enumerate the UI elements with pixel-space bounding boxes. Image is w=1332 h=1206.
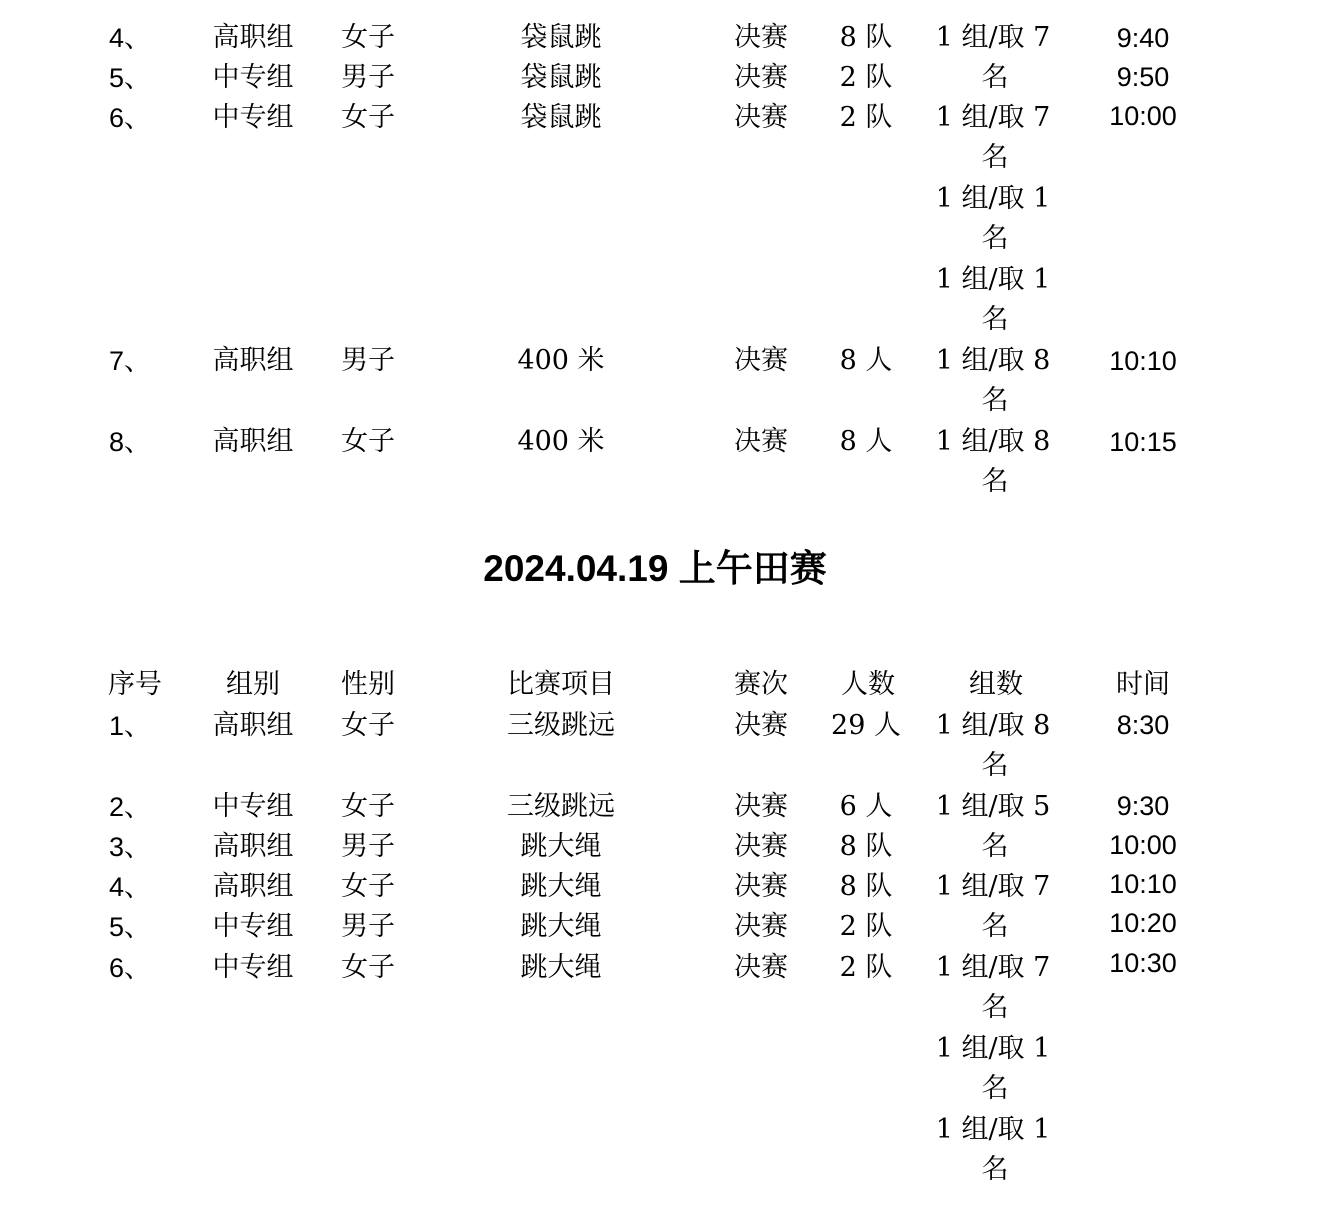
time-cell: 9:40	[1116, 23, 1170, 53]
round-cell: 决赛	[734, 62, 788, 93]
header-event: 比赛项目	[507, 669, 615, 700]
time-cell: 10:20	[1109, 908, 1177, 938]
gender-cell: 男子	[341, 911, 395, 942]
seq-cell: 1、	[108, 711, 152, 741]
group-cell: 高职组	[212, 426, 294, 457]
header-gender: 性别	[341, 669, 395, 700]
round-cell: 决赛	[734, 710, 788, 741]
event-cell: 三级跳远	[507, 791, 615, 822]
groups-line: 1 组/取 8	[935, 710, 1051, 741]
event-cell: 跳大绳	[520, 911, 602, 942]
gender-cell: 女子	[341, 952, 395, 983]
groups-line: 1 组/取 1	[935, 183, 1051, 214]
groups-line: 名	[981, 992, 1009, 1023]
group-cell: 高职组	[212, 871, 294, 902]
time-cell: 10:15	[1109, 427, 1177, 457]
seq-cell: 8、	[108, 427, 152, 457]
event-cell: 三级跳远	[507, 710, 615, 741]
round-cell: 决赛	[734, 952, 788, 983]
gender-cell: 男子	[341, 831, 395, 862]
count-cell: 8 队	[839, 22, 893, 53]
count-cell: 2 队	[839, 911, 893, 942]
gender-cell: 女子	[341, 871, 395, 902]
group-cell: 中专组	[212, 791, 294, 822]
count-cell: 8 队	[839, 831, 893, 862]
time-cell: 8:30	[1116, 710, 1170, 740]
count-cell: 8 人	[839, 426, 893, 457]
group-cell: 中专组	[212, 952, 294, 983]
round-cell: 决赛	[734, 345, 788, 376]
event-cell: 袋鼠跳	[520, 102, 602, 133]
groups-line: 1 组/取 5	[935, 791, 1051, 822]
round-cell: 决赛	[734, 791, 788, 822]
groups-line: 1 组/取 1	[935, 1033, 1051, 1064]
header-group: 组别	[226, 669, 280, 700]
round-cell: 决赛	[734, 22, 788, 53]
event-cell: 400 米	[517, 426, 605, 457]
seq-cell: 2、	[108, 792, 152, 822]
group-cell: 高职组	[212, 345, 294, 376]
group-cell: 中专组	[212, 102, 294, 133]
round-cell: 决赛	[734, 911, 788, 942]
time-cell: 10:00	[1109, 830, 1177, 860]
round-cell: 决赛	[734, 102, 788, 133]
count-cell: 2 队	[839, 952, 893, 983]
header-seq: 序号	[108, 669, 162, 700]
count-cell: 8 队	[839, 871, 893, 902]
header-round: 赛次	[734, 669, 788, 700]
header-time: 时间	[1116, 669, 1170, 700]
gender-cell: 男子	[341, 62, 395, 93]
seq-cell: 4、	[108, 23, 152, 53]
time-cell: 10:10	[1109, 869, 1177, 899]
round-cell: 决赛	[734, 871, 788, 902]
groups-line: 1 组/取 8	[935, 426, 1051, 457]
event-cell: 400 米	[517, 345, 605, 376]
time-cell: 10:10	[1109, 346, 1177, 376]
groups-line: 1 组/取 7	[935, 871, 1051, 902]
section-title: 2024.04.19 上午田赛	[483, 548, 827, 589]
count-cell: 29 人	[831, 710, 901, 741]
groups-line: 1 组/取 1	[935, 1114, 1051, 1145]
gender-cell: 女子	[341, 426, 395, 457]
event-cell: 跳大绳	[520, 952, 602, 983]
groups-line: 名	[981, 142, 1009, 173]
groups-line: 名	[981, 1073, 1009, 1104]
time-cell: 10:30	[1109, 948, 1177, 978]
count-cell: 8 人	[839, 345, 893, 376]
groups-line: 名	[981, 385, 1009, 416]
groups-line: 名	[981, 466, 1009, 497]
gender-cell: 女子	[341, 22, 395, 53]
groups-line: 1 组/取 7	[935, 952, 1051, 983]
count-cell: 2 队	[839, 62, 893, 93]
group-cell: 高职组	[212, 831, 294, 862]
seq-cell: 5、	[108, 63, 152, 93]
gender-cell: 女子	[341, 710, 395, 741]
groups-line: 1 组/取 8	[935, 345, 1051, 376]
event-cell: 跳大绳	[520, 871, 602, 902]
header-count: 人数	[841, 669, 895, 700]
round-cell: 决赛	[734, 831, 788, 862]
event-cell: 跳大绳	[520, 831, 602, 862]
event-cell: 袋鼠跳	[520, 22, 602, 53]
groups-line: 名	[981, 62, 1009, 93]
gender-cell: 男子	[341, 345, 395, 376]
time-cell: 10:00	[1109, 101, 1177, 131]
seq-cell: 7、	[108, 346, 152, 376]
groups-line: 名	[981, 911, 1009, 942]
count-cell: 2 队	[839, 102, 893, 133]
groups-line: 名	[981, 750, 1009, 781]
groups-line: 1 组/取 7	[935, 102, 1051, 133]
group-cell: 中专组	[212, 62, 294, 93]
groups-line: 1 组/取 1	[935, 264, 1051, 295]
groups-line: 名	[981, 831, 1009, 862]
groups-line: 名	[981, 304, 1009, 335]
groups-line: 名	[981, 223, 1009, 254]
group-cell: 中专组	[212, 911, 294, 942]
event-cell: 袋鼠跳	[520, 62, 602, 93]
gender-cell: 女子	[341, 791, 395, 822]
groups-line: 1 组/取 7	[935, 22, 1051, 53]
round-cell: 决赛	[734, 426, 788, 457]
time-cell: 9:30	[1116, 791, 1170, 821]
seq-cell: 4、	[108, 872, 152, 902]
header-groups: 组数	[969, 669, 1023, 700]
seq-cell: 5、	[108, 912, 152, 942]
group-cell: 高职组	[212, 710, 294, 741]
seq-cell: 6、	[108, 103, 152, 133]
seq-cell: 6、	[108, 953, 152, 983]
gender-cell: 女子	[341, 102, 395, 133]
seq-cell: 3、	[108, 832, 152, 862]
count-cell: 6 人	[839, 791, 893, 822]
time-cell: 9:50	[1116, 62, 1170, 92]
group-cell: 高职组	[212, 22, 294, 53]
groups-line: 名	[981, 1154, 1009, 1185]
